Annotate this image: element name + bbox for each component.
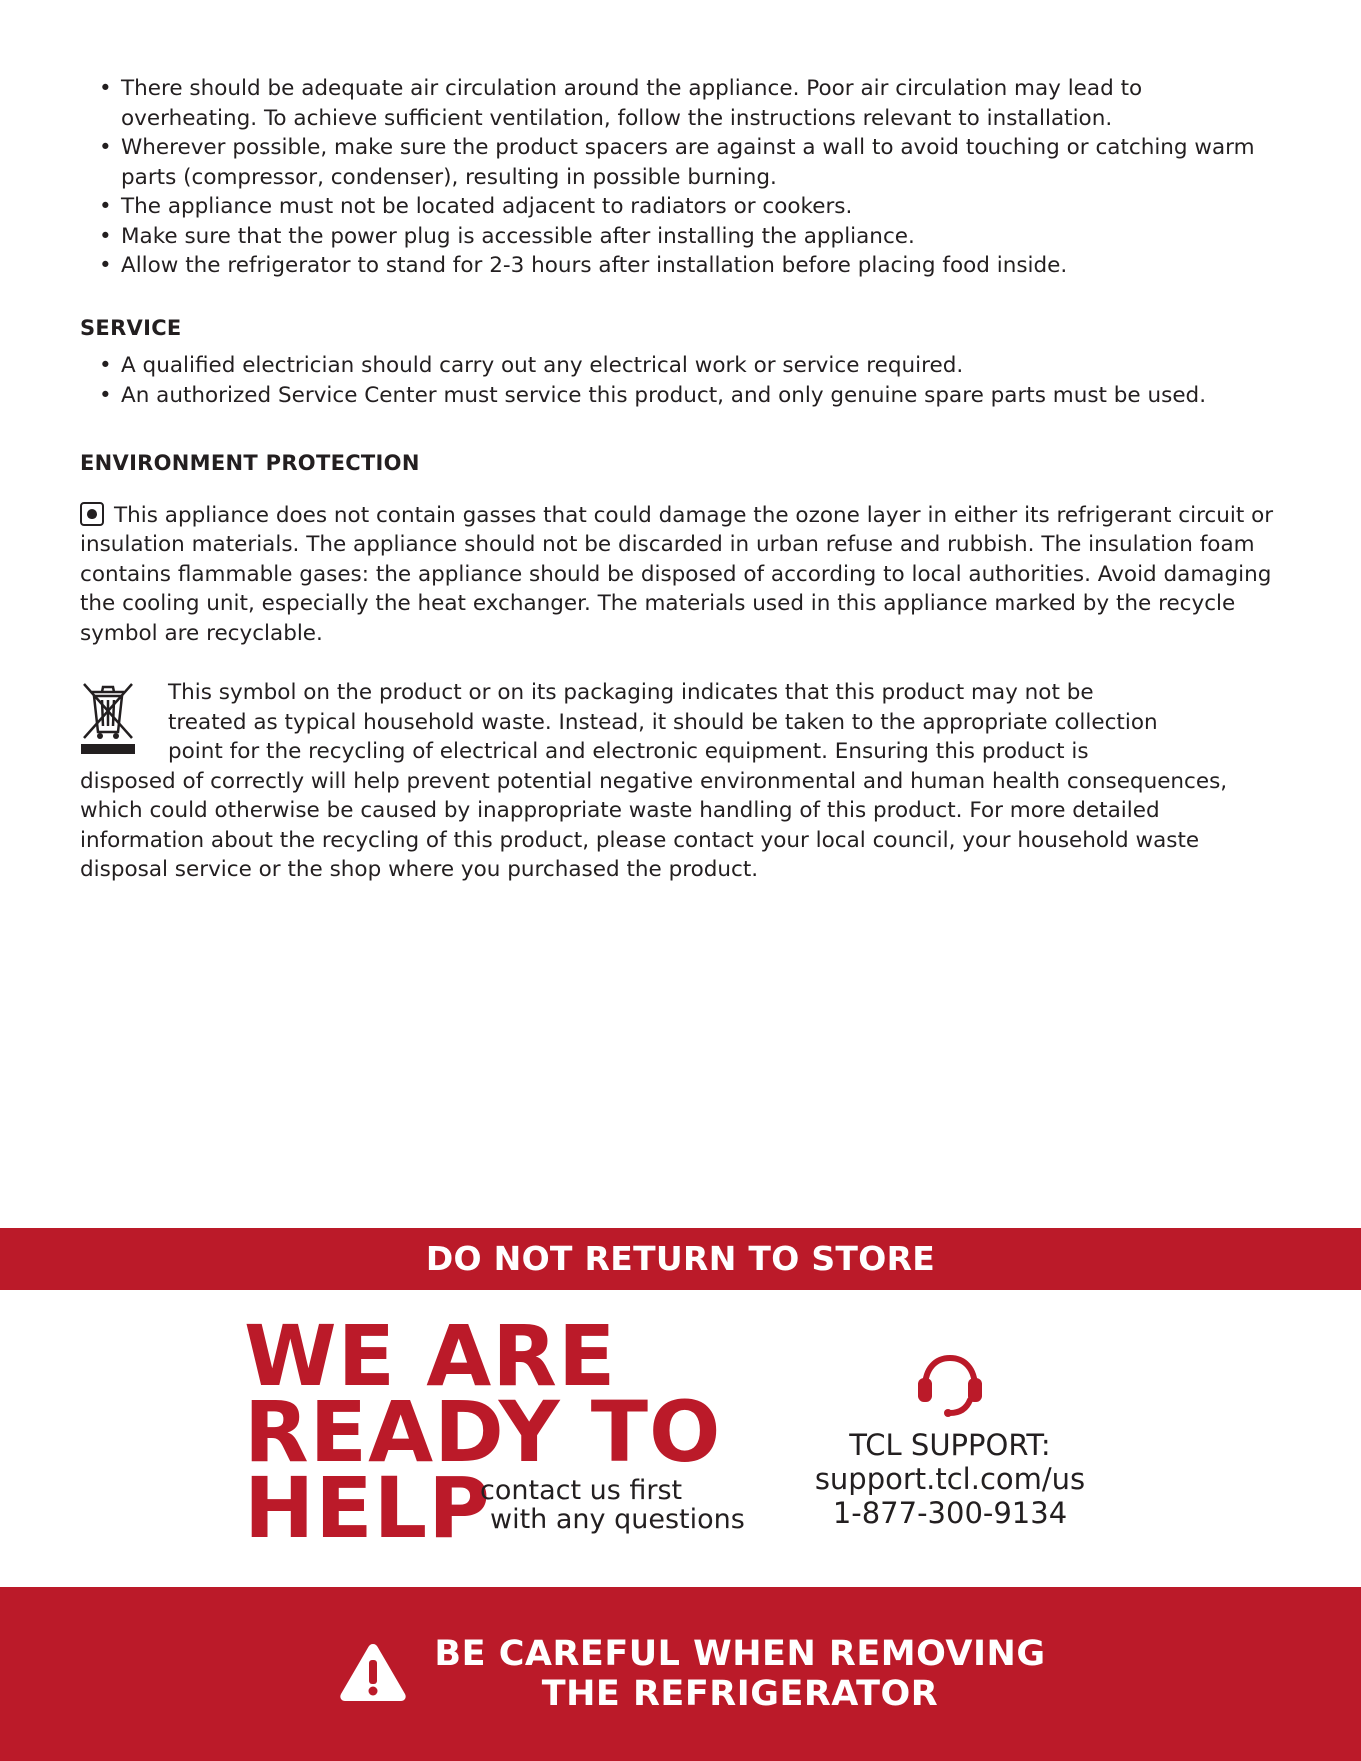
list-item: • Wherever possible, make sure the product spacers are against a wall to avoid touching or catching warm parts (compressor, condenser), resulting in possible burning. xyxy=(121,133,1280,192)
installation-bullets xyxy=(80,74,1280,281)
careful-warning-text xyxy=(430,1634,1050,1714)
ready-line: READY TO xyxy=(244,1383,722,1481)
support-label: TCL SUPPORT: xyxy=(849,1428,1051,1462)
weee-paragraph-rest: disposed of correctly will help prevent potential negative environmental and human health consequences, which could otherwise be caused by inappropriate waste handling of this product. For more detailed information about the recycling of this product, please contact your local council, your household waste disposal service or the shop where you purchased the product. xyxy=(80,768,1228,882)
service-heading: SERVICE xyxy=(80,315,182,340)
environment-heading: ENVIRONMENT PROTECTION xyxy=(80,451,420,475)
contact-line: with any questions xyxy=(490,1504,745,1535)
ready-line: HELP xyxy=(244,1459,491,1557)
list-item: • Make sure that the power plug is accessible after installing the appliance. xyxy=(121,222,1280,252)
do-not-return-banner: DO NOT RETURN TO STORE xyxy=(0,1228,1361,1290)
list-item: • The appliance must not be located adjacent to radiators or cookers. xyxy=(121,192,1280,222)
crossed-out-bin-icon xyxy=(80,678,136,756)
headset-icon xyxy=(912,1350,988,1420)
warning-icon xyxy=(338,1641,408,1703)
careful-line: BE CAREFUL WHEN REMOVING xyxy=(434,1634,1046,1674)
careful-removal-banner xyxy=(0,1587,1361,1761)
ozone-paragraph-text: This appliance does not contain gasses that could damage the ozone layer in either its refrigerant circuit or insulation materials. The appliance should not be discarded in urban refuse and rubbish. The insulation foam contains flammable gases: the appliance should be disposed of according to local authorities. Avoid damaging the cooling unit, especially the heat exchanger. The materials used in this appliance marked by the recycle symbol are recyclable. xyxy=(80,502,1274,646)
contact-note xyxy=(480,1476,745,1534)
support-url[interactable]: support.tcl.com/us xyxy=(814,1462,1086,1496)
service-bullets xyxy=(80,351,1280,410)
document-body xyxy=(80,74,1280,885)
careful-line: THE REFRIGERATOR xyxy=(541,1674,939,1714)
weee-line: treated as typical household waste. Instead, it should be taken to the appropriate collection xyxy=(168,709,1158,735)
weee-line: This symbol on the product or on its packaging indicates that this product may not be xyxy=(168,680,1094,705)
list-item: • An authorized Service Center must service this product, and only genuine spare parts must be used. xyxy=(121,381,1280,411)
ozone-paragraph xyxy=(80,501,1280,649)
weee-line: point for the recycling of electrical and electronic equipment. Ensuring this product is xyxy=(168,739,1089,764)
list-item: • Allow the refrigerator to stand for 2-3 hours after installation before placing food inside. xyxy=(121,251,1280,281)
support-phone[interactable]: 1-877-300-9134 xyxy=(832,1496,1068,1530)
contact-line: contact us first xyxy=(480,1475,683,1506)
ready-line: WE ARE xyxy=(244,1307,617,1405)
list-item: • A qualified electrician should carry out any electrical work or service required. xyxy=(121,351,1280,381)
list-item: • There should be adequate air circulation around the appliance. Poor air circulation may lead to overheating. To achieve sufficient ventilation, follow the instructions relevant to installation. xyxy=(121,74,1280,133)
weee-notice xyxy=(80,678,1280,885)
ozone-icon xyxy=(80,502,104,526)
support-info xyxy=(800,1350,1100,1530)
